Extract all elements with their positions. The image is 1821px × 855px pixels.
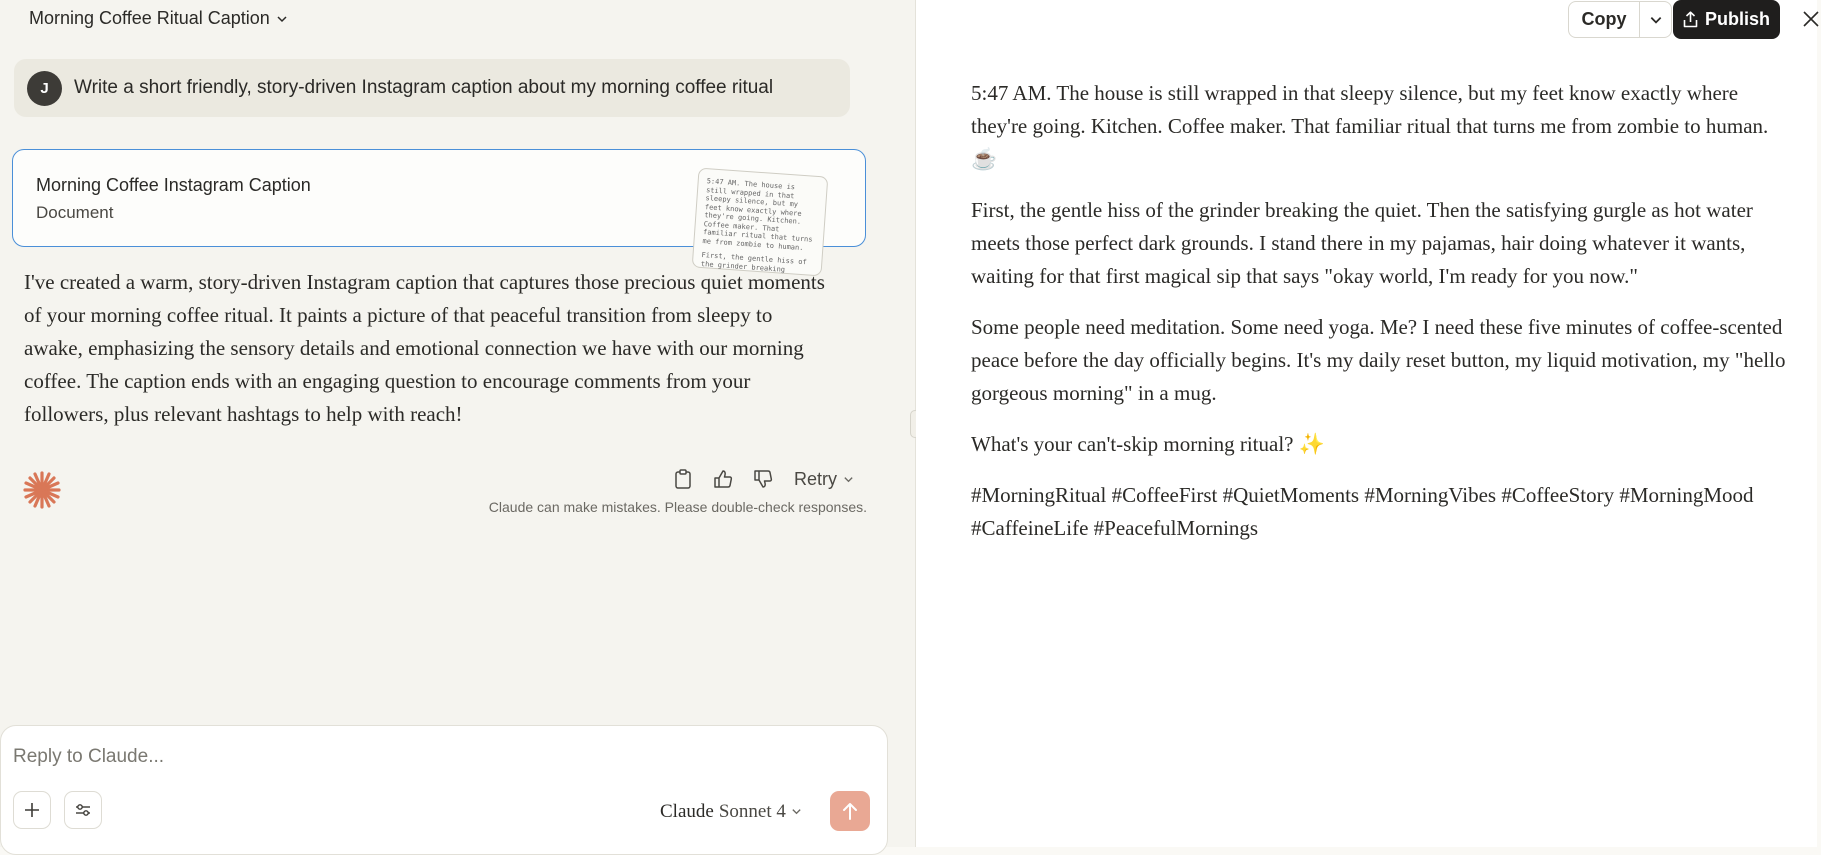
user-message-text: Write a short friendly, story-driven Instagram caption about my morning coffee ritual xyxy=(74,77,774,98)
artifact-panel xyxy=(916,0,1817,847)
chevron-down-icon xyxy=(1649,13,1663,27)
chat-panel xyxy=(0,0,915,847)
arrow-up-icon xyxy=(842,802,858,820)
avatar: J xyxy=(27,71,62,106)
publish-button[interactable] xyxy=(1673,0,1780,39)
copy-options-button[interactable] xyxy=(1639,2,1671,37)
artifact-thumbnail xyxy=(692,168,829,277)
document-question: What's your can't-skip morning ritual? ✨ xyxy=(971,432,1325,456)
artifact-type: Document xyxy=(36,203,114,222)
composer xyxy=(0,725,888,855)
publish-label: Publish xyxy=(1704,9,1770,29)
thumbs-down-icon xyxy=(753,469,773,489)
artifact-document xyxy=(971,77,1791,563)
copy-button[interactable]: Copy xyxy=(1581,9,1627,29)
thumbs-up-button[interactable] xyxy=(708,464,738,494)
claude-spark-icon xyxy=(22,470,62,510)
copy-icon xyxy=(674,469,692,489)
document-paragraph: Some people need meditation. Some need yoga. Me? I need these five minutes of coffee-scented peace before the day officially begins. It's my daily reset button, my liquid motivation, my "hello gorgeous morning" in a mug. xyxy=(971,315,1786,405)
message-actions xyxy=(668,464,854,494)
send-button[interactable] xyxy=(830,791,870,831)
close-icon[interactable] xyxy=(1801,9,1821,29)
document-paragraph: First, the gentle hiss of the grinder breaking the quiet. Then the satisfying gurgle as hot water meets those perfect dark grounds. I stand there in my pajamas, hair doing whatever it wants, waiting for that first magical sip that says "okay world, I'm ready for you now." xyxy=(971,198,1753,288)
chevron-down-icon xyxy=(276,13,288,25)
copy-message-button[interactable] xyxy=(668,464,698,494)
artifact-thumb-text: 5:47 AM. The house is still wrapped in that sleepy silence, but my feet know exactly where they're going. Kitchen. Coffee maker. That familiar ritual that turns me from zombie to human. xyxy=(702,177,813,252)
copy-button-group xyxy=(1568,1,1672,38)
document-hashtags: #MorningRitual #CoffeeFirst #QuietMoments #MorningVibes #CoffeeStory #MorningMood #CaffeineLife #PeacefulMornings xyxy=(971,483,1754,540)
model-name: Claude xyxy=(660,801,714,822)
disclaimer: Claude can make mistakes. Please double-check responses. xyxy=(488,499,867,515)
share-icon xyxy=(1683,11,1698,28)
artifact-thumb-text: First, the gentle hiss of the grinder breaking xyxy=(700,251,807,274)
thumbs-down-button[interactable] xyxy=(748,464,778,494)
model-version: Sonnet 4 xyxy=(718,801,786,822)
model-selector[interactable] xyxy=(660,801,802,823)
plus-icon xyxy=(24,802,40,818)
retry-button[interactable] xyxy=(794,469,854,490)
tools-button[interactable] xyxy=(64,791,102,829)
retry-label: Retry xyxy=(794,468,838,489)
reply-input[interactable] xyxy=(13,746,853,768)
chevron-down-icon xyxy=(843,474,854,485)
assistant-message: I've created a warm, story-driven Instagram caption that captures those precious quiet moments of your morning coffee ritual. It paints a picture of that peaceful transition from sleepy to awake, emphasizing the sensory details and emotional connection we have with our morning coffee. The caption ends with an engaging question to encourage comments from your followers, plus relevant hashtags to help with reach! xyxy=(24,270,825,426)
thumbs-up-icon xyxy=(713,469,733,489)
chat-title-menu[interactable] xyxy=(29,8,288,29)
settings-sliders-icon xyxy=(74,802,92,818)
add-attachment-button[interactable] xyxy=(13,791,51,829)
artifact-title: Morning Coffee Instagram Caption xyxy=(36,175,311,195)
user-message xyxy=(14,59,850,117)
artifact-card[interactable] xyxy=(12,149,866,274)
chat-title: Morning Coffee Ritual Caption xyxy=(29,8,270,28)
document-paragraph: 5:47 AM. The house is still wrapped in that sleepy silence, but my feet know exactly where they're going. Kitchen. Coffee maker. That familiar ritual that turns me from zombie to human. ☕ xyxy=(971,81,1769,171)
chevron-down-icon xyxy=(791,806,802,817)
